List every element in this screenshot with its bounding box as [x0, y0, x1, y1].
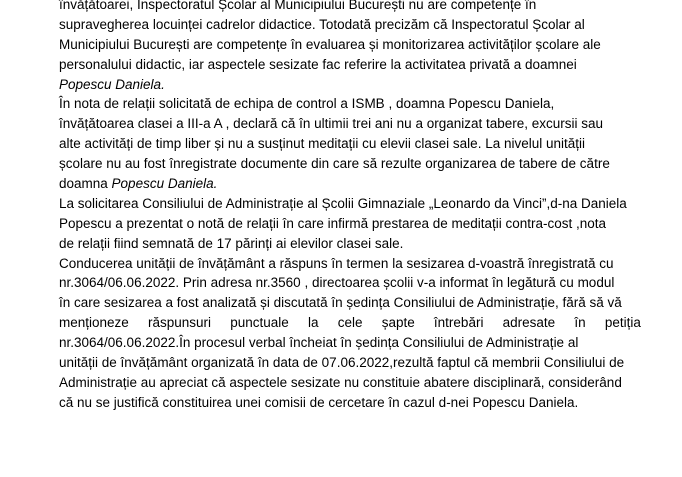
text-line: în care sesizarea a fost analizată și discutată în ședința Consiliului de Administrație, fără să vă	[59, 295, 622, 311]
word: răspunsuri	[148, 315, 212, 331]
document-page	[59, 0, 641, 413]
word: petiția	[604, 315, 641, 331]
text-line: școlare nu au fost înregistrate documente din care să rezulte organizarea de tabere de către	[59, 156, 610, 172]
word: în	[574, 315, 586, 331]
text-line: supravegherea locuinței cadrelor didactice. Totodată precizăm că Inspectoratul Școlar al	[59, 16, 585, 32]
text-line: personalului didactic, iar aspectele sesizate fac referire la activitatea privată a doamnei	[59, 56, 577, 72]
paragraph-2	[59, 94, 641, 193]
justified-line	[59, 313, 641, 333]
italic-name: Popescu Daniela.	[59, 76, 165, 92]
word: menționeze	[59, 315, 129, 331]
text-line: Conducerea unității de învățământ a răspuns în termen la sesizarea d-voastră înregistrată cu	[59, 255, 614, 271]
text-line: învățătoarea clasei a III-a A , declară că în ultimii trei ani nu a organizat tabere, excursii sau	[59, 116, 604, 132]
text-line	[59, 75, 641, 95]
text-line: unității de învățământ organizată în data de 07.06.2022,rezultă faptul că membrii Consiliului de	[59, 355, 625, 371]
text-line: Administrație au apreciat că aspectele sesizate nu constituie abatere disciplinară, considerând	[59, 374, 622, 390]
italic-name: Popescu Daniela.	[111, 176, 218, 192]
word: la	[308, 315, 319, 331]
text-line	[59, 174, 641, 194]
word: întrebări	[433, 315, 484, 331]
text-line: Municipiului București are competențe în evaluarea și monitorizarea activităților școlare ale	[59, 36, 601, 52]
word: șapte	[381, 315, 415, 331]
text-line: nr.3064/06.06.2022. Prin adresa nr.3560 , directoarea școlii v-a informat în legătură cu modul	[59, 275, 615, 291]
word: cele	[337, 315, 363, 331]
paragraph-3	[59, 194, 641, 254]
text-line: de relații fiind semnată de 17 părinți ai elevilor clasei sale.	[59, 235, 404, 251]
text-line: nr.3064/06.06.2022.În procesul verbal încheiat în ședința Consiliului de Administrație al	[59, 335, 579, 351]
text-line: La solicitarea Consiliului de Administrație al Școlii Gimnaziale „Leonardo da Vinci”,d-na Daniela	[59, 195, 627, 211]
text-line: că nu se justifică constituirea unei comisii de cercetare în cazul d-nei Popescu Daniela.	[59, 394, 579, 410]
text-line: În nota de relații solicitată de echipa de control a ISMB , doamna Popescu Daniela,	[59, 96, 555, 112]
word: adresate	[502, 315, 556, 331]
word: punctuale	[230, 315, 289, 331]
text-fragment: doamna	[59, 176, 112, 192]
paragraph-1	[59, 0, 641, 94]
text-line: alte activități de timp liber și nu a susținut meditații cu elevii clasei sale. La nivelul unității	[59, 136, 586, 152]
text-line: Popescu a prezentat o notă de relații în care infirmă prestarea de meditații contra-cost ,nota	[59, 215, 607, 231]
paragraph-4	[59, 254, 641, 413]
text-line: învățătoarei, Inspectoratul Școlar al Municipiului București nu are competențe în	[59, 0, 537, 12]
